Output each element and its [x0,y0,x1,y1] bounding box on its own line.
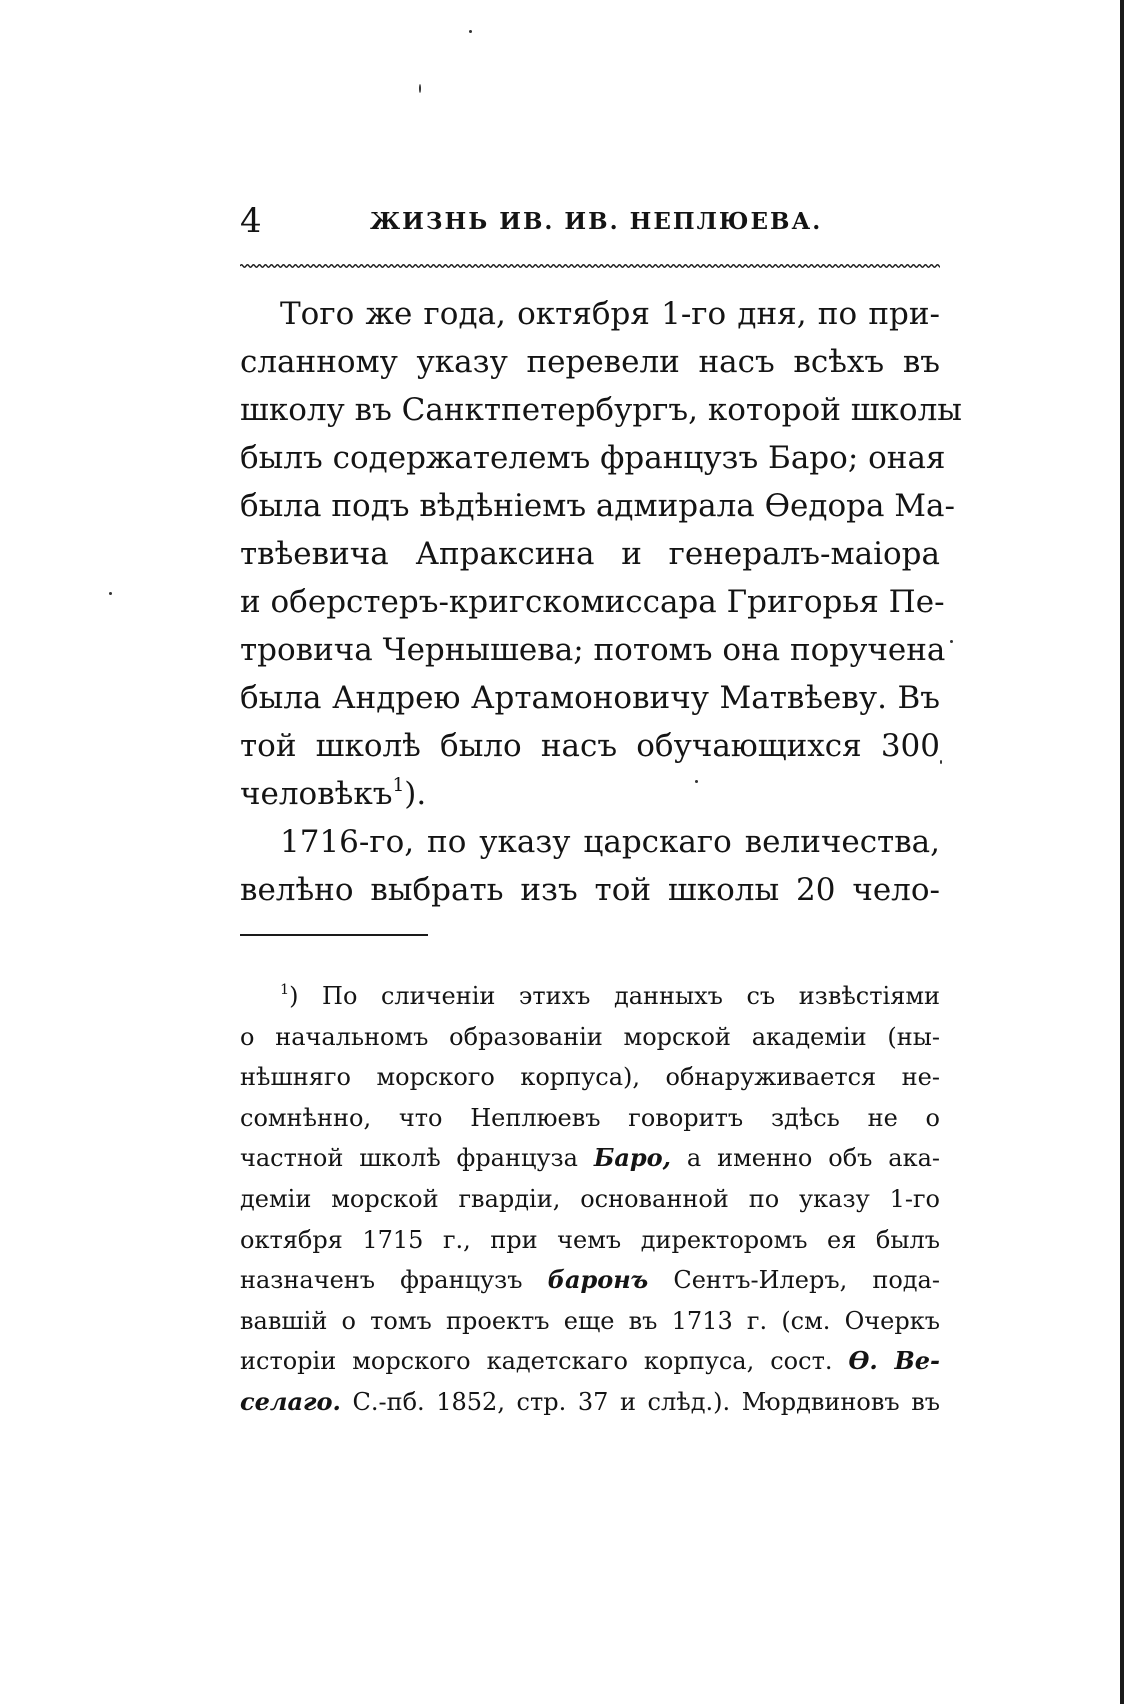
footnote-italic: Ө. Ве- [848,1346,940,1376]
text-line: была Андрею Артамоновичу Матвѣеву. Въ [240,680,940,716]
footnote-text: исторіи морского кадетскаго корпуса, сост. [240,1347,833,1376]
footnote-line [240,1138,940,1179]
running-header [240,196,940,246]
footnote-line [240,1341,940,1382]
text-line: и оберстеръ-кригскомиссара Григорья Пе- [240,584,945,620]
footnote-line: сомнѣнно, что Неплюевъ говоритъ здѣсь не о [240,1103,940,1132]
text-line [240,770,940,818]
text-line: была подъ вѣдѣніемъ адмирала Өедора Ма- [240,488,955,524]
footnote-text: частной школѣ француза [240,1144,578,1173]
footnote-text: ) По сличеніи этихъ данныхъ съ извѣстіями [289,982,940,1010]
text-line: тровича Чернышева; потомъ она поручена [240,632,946,668]
footnote-line: вавшій о томъ проектъ еще въ 1713 г. (см. Очеркъ [240,1306,940,1335]
text-fragment: ). [404,776,427,812]
text-line: Того же года, октября 1-го дня, по при- [280,296,940,332]
scan-speck [419,84,421,93]
footnote-separator [240,934,428,936]
footnote-italic: баронъ [547,1265,649,1295]
text-line: твѣевича Апраксина и генералъ-маіора [240,536,940,572]
footnote-italic: селаго. [240,1386,341,1416]
text-line: велѣно выбрать изъ той школы 20 чело- [240,872,940,908]
scan-speck [109,592,112,595]
header-wavy-rule [240,262,940,270]
footnote-text: Сентъ-Илеръ, пода- [673,1266,940,1295]
text-line: сланному указу перевели насъ всѣхъ въ [240,344,940,380]
footnote-line [240,1382,940,1423]
text-line: былъ содержателемъ французъ Баро; оная [240,440,946,476]
text-fragment: человѣкъ [240,776,393,812]
scan-edge-line [1120,0,1124,1704]
footnote [240,976,940,1423]
running-title: ЖИЗНЬ ИВ. ИВ. НЕПЛЮЕВА. [370,208,823,235]
footnote-text: назначенъ французъ [240,1266,523,1295]
footnote-reference[interactable]: 1 [392,774,405,796]
footnote-line: нѣшняго морского корпуса), обнаруживается не- [240,1063,940,1092]
footnote-line: деміи морской гвардіи, основанной по указу 1-го [240,1184,940,1213]
text-line: той школѣ было насъ обучающихся 300 [240,728,940,764]
scan-speck [469,30,472,33]
footnote-line: о начальномъ образованіи морской академіи (ны- [240,1022,940,1051]
footnote-marker: 1 [280,981,290,998]
footnote-line: октября 1715 г., при чемъ директоромъ ея былъ [240,1225,940,1254]
text-line: 1716-го, по указу царскаго величества, [280,824,940,860]
text-line: школу въ Санктпетербургъ, которой школы [240,392,962,428]
page-number: 4 [240,201,262,241]
body-text [240,290,962,914]
footnote-line [240,1260,940,1301]
footnote-text: С.-пб. 1852, стр. 37 и слѣд.). Мордвиновъ въ [352,1387,940,1416]
footnote-italic: Баро, [593,1143,672,1173]
footnote-line [240,976,940,1017]
scan-speck [940,760,942,764]
scan-speck [950,640,953,643]
footnote-text: а именно объ ака- [686,1144,941,1173]
